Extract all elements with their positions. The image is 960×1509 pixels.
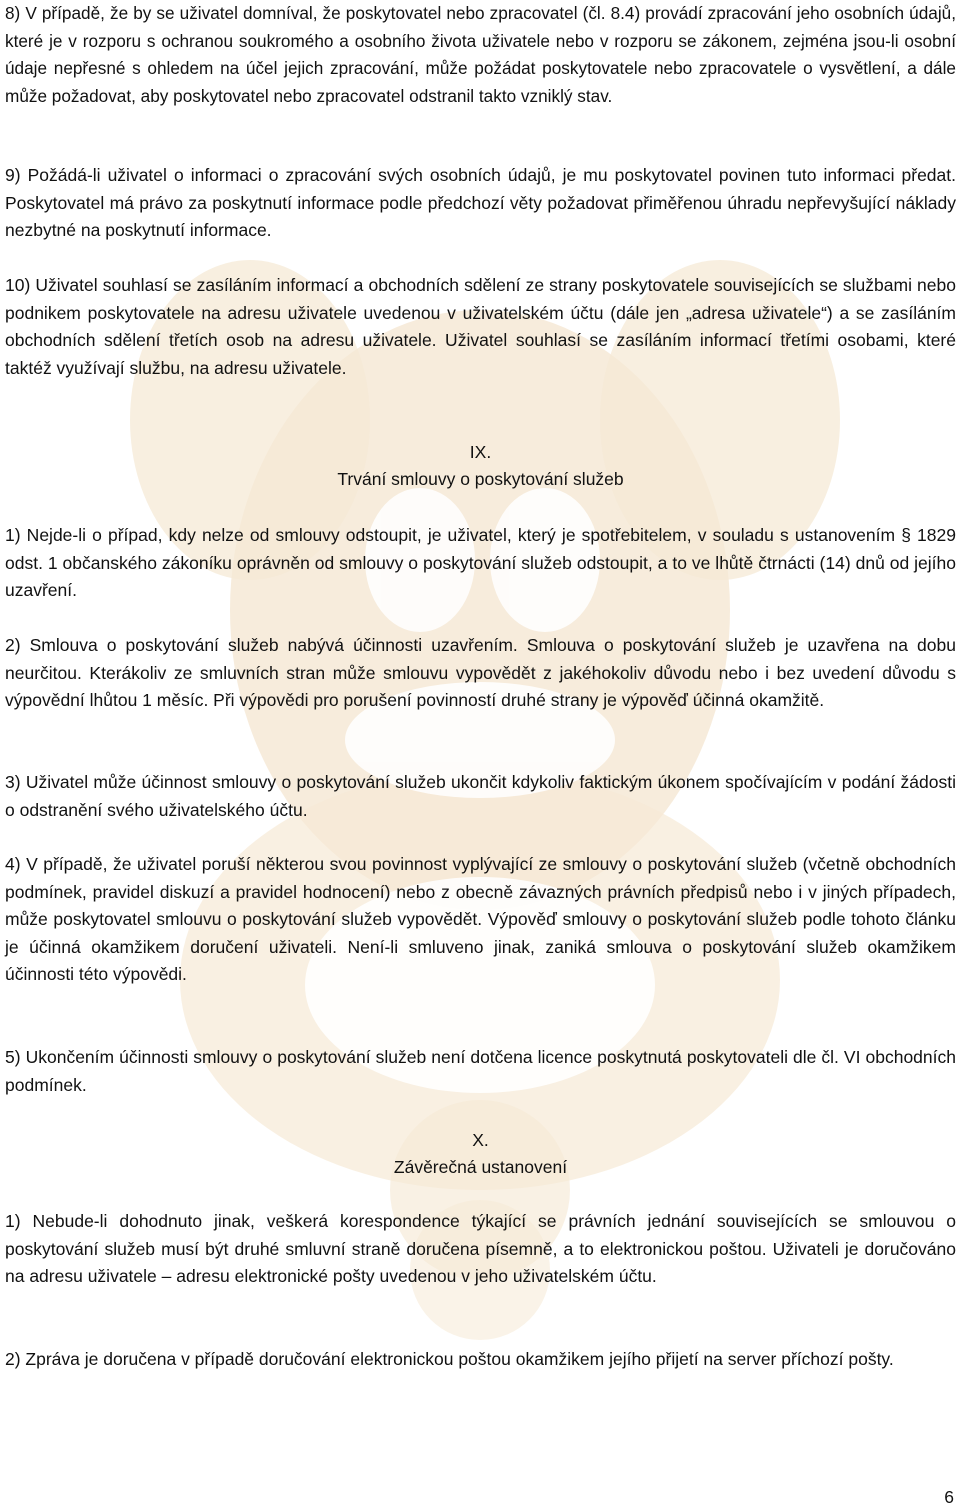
paragraph-10: 10) Uživatel souhlasí se zasíláním informací a obchodních sdělení ze strany poskytovatele souvisejících se službami nebo podnikem poskytovatele na adresu uživatele uvedenou v uživatelském účtu (dále jen „adresa uživatele“) a se zasíláním obchodních sdělení třetích osob na adresu uživatele. Uživatel souhlasí se zasíláním informací třetími osobami, které taktéž využívají službu, na adresu uživatele.	[5, 275, 956, 378]
section-x-paragraph-1: 1) Nebude-li dohodnuto jinak, veškerá korespondence týkající se právních jednání souvisejících se smlouvou o poskytování služeb musí být druhé smluvní straně doručena písemně, a to elektronickou poštou. Uživateli je doručováno na adresu uživatele – adresu elektronické pošty uvedenou v jeho uživatelském účtu.	[5, 1211, 956, 1287]
section-x-paragraph-2: 2) Zpráva je doručena v případě doručování elektronickou poštou okamžikem jejího přijetí na server příchozí pošty.	[5, 1349, 894, 1369]
paragraph-8: 8) V případě, že by se uživatel domníval, že poskytovatel nebo zpracovatel (čl. 8.4) provádí zpracování jeho osobních údajů, které je v rozporu s ochranou soukromého a osobního života uživatele nebo v rozporu se zákonem, zejména jsou-li osobní údaje nepřesné s ohledem na účel jejich zpracování, může požádat poskytovatele nebo zpracovatele o vysvětlení, a dále může požadovat, aby poskytovatel nebo zpracovatel odstranil takto vzniklý stav.	[5, 3, 956, 106]
page-number: 6	[944, 1487, 954, 1507]
section-ix-paragraph-2: 2) Smlouva o poskytování služeb nabývá účinnosti uzavřením. Smlouva o poskytování služeb je uzavřena na dobu neurčitou. Kterákoliv ze smluvních stran může smlouvu vypovědět z jakéhokoliv důvodu nebo i bez uvedení důvodu s výpovědní lhůtou 1 měsíc. Při výpovědi pro porušení povinností druhé strany je výpověď účinná okamžitě.	[5, 635, 956, 711]
section-ix-title: Trvání smlouvy o poskytování služeb	[337, 469, 624, 489]
section-ix-paragraph-5: 5) Ukončením účinnosti smlouvy o poskytování služeb není dotčena licence poskytnutá poskytovateli dle čl. VI obchodních podmínek.	[5, 1047, 956, 1095]
section-ix-paragraph-1: 1) Nejde-li o případ, kdy nelze od smlouvy odstoupit, je uživatel, který je spotřebitelem, v souladu s ustanovením § 1829 odst. 1 občanského zákoníku oprávněn od smlouvy o poskytování služeb odstoupit, a to ve lhůtě čtrnácti (14) dnů od jejího uzavření.	[5, 525, 956, 601]
section-ix-paragraph-4: 4) V případě, že uživatel poruší některou svou povinnost vyplývající ze smlouvy o poskytování služeb (včetně obchodních podmínek, pravidel diskuzí a pravidel hodnocení) nebo z obecně závazných právních předpisů nebo i v jiných případech, může poskytovatel smlouvu o poskytování služeb vypovědět. Výpověď smlouvy o poskytování služeb podle tohoto článku je účinná okamžikem doručení uživateli. Není-li smluveno jinak, zaniká smlouva o poskytování služeb okamžikem účinnosti této výpovědi.	[5, 854, 956, 985]
section-x-title: Závěrečná ustanovení	[393, 1157, 568, 1177]
section-ix-number: IX.	[469, 442, 492, 462]
section-x-number: X.	[472, 1130, 489, 1150]
section-ix-paragraph-3: 3) Uživatel může účinnost smlouvy o poskytování služeb ukončit kdykoliv faktickým úkonem spočívajícím v podání žádosti o odstranění svého uživatelského účtu.	[5, 772, 956, 820]
paragraph-9: 9) Požádá-li uživatel o informaci o zpracování svých osobních údajů, je mu poskytovatel povinen tuto informaci předat. Poskytovatel má právo za poskytnutí informace podle předchozí věty požadovat přiměřenou úhradu nepřevyšující náklady nezbytné na poskytnutí informace.	[5, 165, 956, 241]
